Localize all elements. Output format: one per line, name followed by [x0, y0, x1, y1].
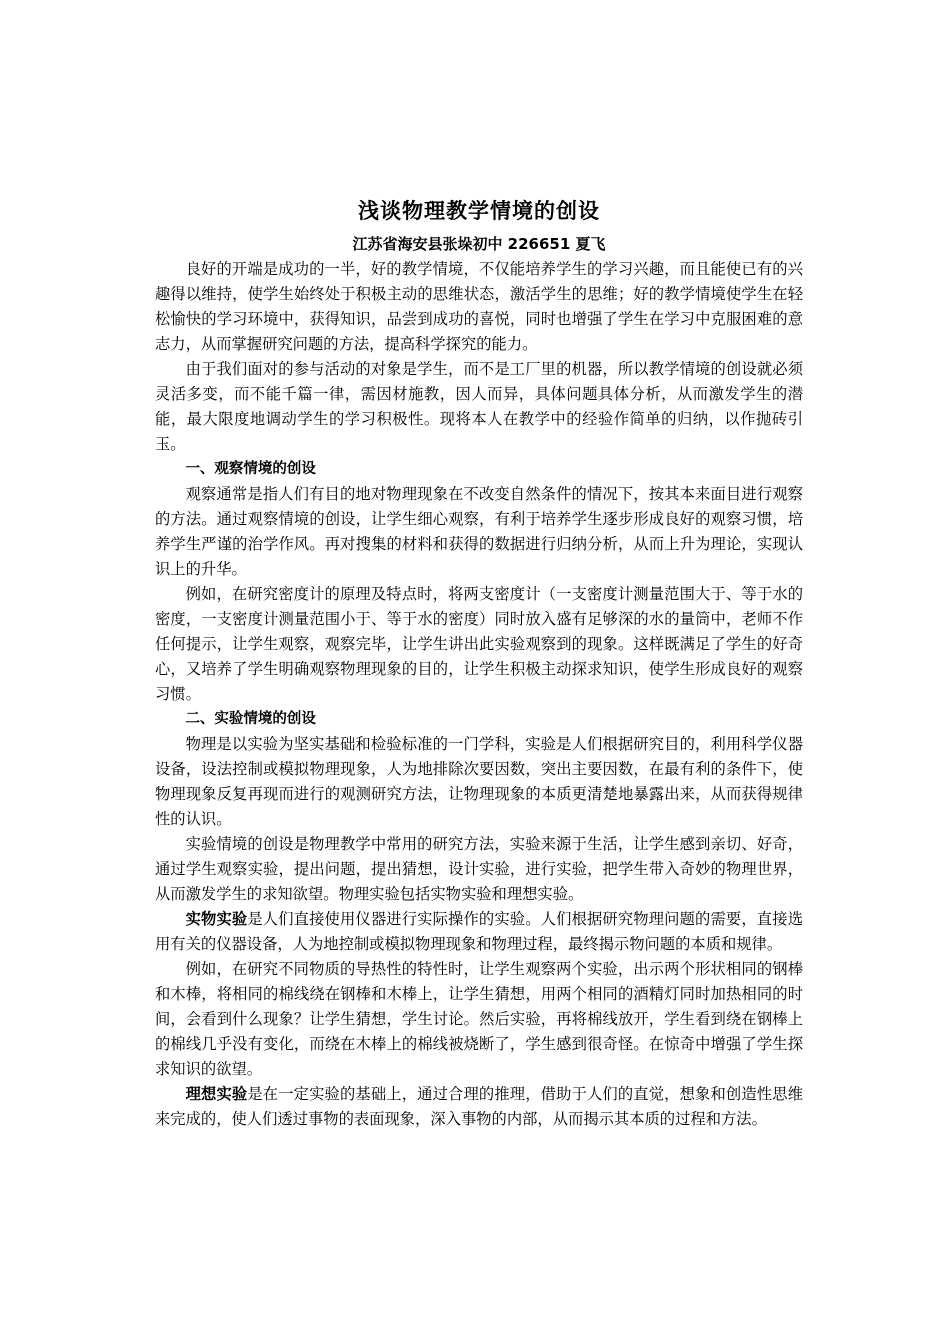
paragraph-ideal-experiment-text: 是在一定实验的基础上，通过合理的推理，借助于人们的直觉，想象和创造性思维来完成的，使人们透过事物的表面现象，深入事物的内部，从而揭示其本质的过程和方法。: [155, 1085, 803, 1128]
paragraph-observation: 观察通常是指人们有目的地对物理现象在不改变自然条件的情况下，按其本来面目进行观察的方法。通过观察情境的创设，让学生细心观察，有利于培养学生逐步形成良好的观察习惯，培养学生严谨的治学作风。再对搜集的材料和获得的数据进行归纳分析，从而上升为理论，实现认识上的升华。: [155, 485, 803, 578]
paragraph-intro-2: 由于我们面对的参与活动的对象是学生，而不是工厂里的机器，所以教学情境的创设就必须灵活多变，而不能千篇一律，需因材施教，因人而异，具体问题具体分析，从而激发学生的潜能，最大限度地调动学生的学习积极性。现将本人在教学中的经验作简单的归纳，以作抛砖引玉。: [155, 360, 803, 453]
section-heading-experiment: 二、实验情境的创设: [185, 711, 316, 727]
paragraph-physical-experiment: [155, 907, 803, 957]
paragraph-physical-experiment-text: 是人们直接使用仪器进行实际操作的实验。人们根据研究物理问题的需要，直接选用有关的仪器设备，人为地控制或模拟物理现象和物理过程，最终揭示物问题的本质和规律。: [155, 910, 803, 953]
document-title: 浅谈物理教学情境的创设: [358, 199, 600, 223]
section-heading-observation: 一、观察情境的创设: [185, 461, 316, 477]
paragraph-experiment: 物理是以实验为坚实基础和检验标准的一门学科，实验是人们根据研究目的，利用科学仪器设备，设法控制或模拟物理现象，人为地排除次要因数，突出主要因数，在最有利的条件下，使物理现象反复再现而进行的观测研究方法，让物理现象的本质更清楚地暴露出来，从而获得规律性的认识。: [155, 735, 803, 828]
term-physical-experiment: 实物实验: [185, 910, 248, 928]
paragraph-intro: 良好的开端是成功的一半，好的教学情境，不仅能培养学生的学习兴趣，而且能使已有的兴趣得以维持，使学生始终处于积极主动的思维状态，激活学生的思维；好的教学情境使学生在轻松愉快的学习环境中，获得知识，品尝到成功的喜悦，同时也增强了学生在学习中克服困难的意志力，从而掌握研究问题的方法，提高科学探究的能力。: [155, 260, 803, 353]
term-ideal-experiment: 理想实验: [185, 1085, 248, 1103]
paragraph-ideal-experiment: [155, 1082, 803, 1132]
paragraph-experiment-2: 实验情境的创设是物理教学中常用的研究方法，实验来源于生活，让学生感到亲切、好奇，通过学生观察实验，提出问题，提出猜想，设计实验，进行实验，把学生带入奇妙的物理世界，从而激发学生的求知欲望。物理实验包括实物实验和理想实验。: [155, 835, 803, 903]
document-page: [155, 196, 803, 1132]
paragraph-observation-example: 例如，在研究密度计的原理及特点时，将两支密度计（一支密度计测量范围大于、等于水的密度，一支密度计测量范围小于、等于水的密度）同时放入盛有足够深的水的量筒中，老师不作任何提示，让学生观察，观察完毕，让学生讲出此实验观察到的现象。这样既满足了学生的好奇心，又培养了学生明确观察物理现象的目的，让学生积极主动探求知识，使学生形成良好的观察习惯。: [155, 585, 803, 703]
author-line: 江苏省海安县张垛初中 226651 夏飞: [352, 235, 606, 253]
paragraph-physical-experiment-example: 例如，在研究不同物质的导热性的特性时，让学生观察两个实验，出示两个形状相同的钢棒和木棒，将相同的棉线绕在钢棒和木棒上，让学生猜想，用两个相同的酒精灯同时加热相同的时间，会看到什么现象？让学生猜想，学生讨论。然后实验，再将棉线放开，学生看到绕在钢棒上的棉线几乎没有变化，而绕在木棒上的棉线被烧断了，学生感到很奇怪。在惊奇中增强了学生探求知识的欲望。: [155, 960, 803, 1078]
